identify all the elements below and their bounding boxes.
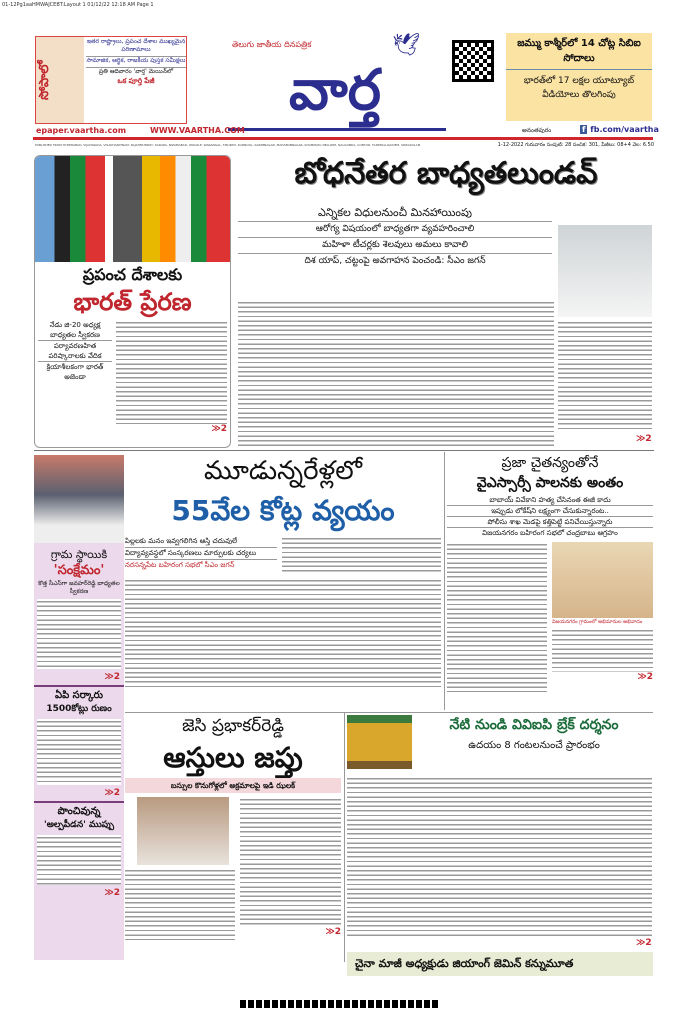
masthead-rule bbox=[33, 137, 653, 140]
loan-body bbox=[37, 719, 121, 785]
ttd-headline[interactable]: నేటి నుండి వివిఐపి బ్రేక్ దర్శనం bbox=[449, 717, 619, 733]
editions-list: PUBLISHED FROM HYDERABAD, VIJAYAWADA, VISAKHAPATNAM, RAJAHMUNDRY, KADAPA, NIZAMABAD, ONGOLE, WARANGAL, TIRUPATI, KURNOOL, KARIMNAGAR, MAHABUBNAGAR, KHAMMAM, NELLORE, NALGONDA, GUNTUR, TADEPALLIGUDEM, SRIKAKULAM bbox=[35, 143, 421, 147]
logo: వార్త bbox=[289, 58, 381, 123]
loan-head1: ఏపి సర్కారు bbox=[54, 690, 103, 701]
tdp-more-link[interactable]: ≫2 bbox=[637, 672, 653, 682]
registration-mark bbox=[240, 1000, 440, 1008]
ttd-sub: ఉదయం 8 గంటలనుంచే ప్రారంభం bbox=[468, 740, 600, 751]
china-bar[interactable] bbox=[347, 952, 653, 976]
tdp-sub: బాబాయ్ వివేకాని హత్య చేసినంత ఈజీ కాదు bbox=[447, 495, 653, 506]
loan-more-link[interactable]: ≫2 bbox=[104, 788, 120, 798]
lead-sub: ఎన్నికల విధులనుంచీ మినహాయింపు bbox=[238, 204, 552, 222]
facebook-icon: f bbox=[582, 125, 586, 134]
anemia-body bbox=[37, 835, 121, 885]
dateline: 1-12-2022 గురువారం సంపుటి: 28 సంచిక: 301, పేజీలు: 08+4 వెల: 6.50 bbox=[497, 142, 654, 148]
anemia-head2: 'అల్పపీడన' ముప్పు bbox=[43, 820, 115, 830]
g20-head1: ప్రపంచ దేశాలకు bbox=[82, 265, 183, 284]
lead-sub: దిశ యాప్, చట్టంపై అవగాహన పెంచండి: సీఎం జగన్ bbox=[304, 256, 486, 266]
jc-head2[interactable]: ఆస్తులు జప్తు bbox=[163, 741, 303, 774]
qr-code bbox=[452, 40, 494, 82]
jc-photo bbox=[137, 797, 229, 865]
g20-body bbox=[116, 320, 227, 424]
tdp-sub: ఇప్పుడు లోకేష్‌ని లక్ష్యంగా చేసుకున్నారంట.. bbox=[447, 506, 653, 517]
lead-sub: మహిళా టీచర్లకు శెలవులు అమలు కావాలి bbox=[238, 238, 552, 254]
promo-line: సామాజిక, ఆర్థిక, రాజకీయ పుస్తక సమీక్షలు bbox=[86, 57, 186, 64]
jc-head1[interactable]: జెసి ప్రభాకర్‌రెడ్డి bbox=[182, 716, 284, 736]
epaper-link[interactable]: epaper.vaartha.com bbox=[36, 126, 127, 135]
facebook-link[interactable] bbox=[580, 125, 659, 134]
sankshemam-head2: 'సంక్షేమం' bbox=[53, 563, 105, 578]
edu-body-top bbox=[282, 536, 441, 574]
ttd-body bbox=[347, 776, 652, 936]
tagline: తెలుగు జాతీయ దినపత్రిక bbox=[232, 40, 312, 49]
g20-sub: క్రియాశీలకంగా భారత్ అజెండా bbox=[38, 361, 112, 382]
lead-body bbox=[238, 300, 554, 446]
sankshemam-more-link[interactable]: ≫2 bbox=[104, 672, 120, 682]
jc-body-2 bbox=[240, 797, 341, 927]
promo-highlight: ఒక పూర్తి పేజీ bbox=[117, 77, 155, 85]
loan-head2: 1500కోట్లు రుణం bbox=[46, 704, 112, 714]
left-column bbox=[34, 455, 124, 960]
sankshemam-head1: గ్రామ స్థాయికి bbox=[50, 548, 108, 561]
jc-sub: బస్సుల కొనుగోళ్లలో అక్రమాలపై ఇడి ఝలక్ bbox=[125, 778, 341, 793]
ttd-more-link[interactable]: ≫2 bbox=[636, 938, 652, 948]
temple-photo bbox=[347, 715, 412, 769]
g20-photo bbox=[35, 156, 230, 262]
edu-body bbox=[125, 578, 441, 690]
edition-city: అనంతపురం bbox=[522, 127, 552, 134]
tdp-sub: పోలీసు శాఖ మెడపై కత్తిపెట్టి పనిచేయిస్తున్నారు bbox=[447, 517, 653, 528]
jc-body bbox=[125, 868, 235, 940]
print-slug: 01-12Pg1aaHMWAJCEBT:Layout 1 01/12/22 12:18 AM Page 1 bbox=[2, 2, 154, 8]
tdp-body-2 bbox=[552, 628, 653, 672]
sankshemam-body bbox=[37, 599, 121, 669]
g20-sub: నేడు జి-20 అధ్యక్ష బాధ్యతల స్వీకరణ bbox=[49, 321, 101, 339]
tdp-head2[interactable]: వైఎస్సార్సీ పాలనకు అంతం bbox=[476, 475, 624, 491]
cm-photo bbox=[558, 225, 652, 317]
edu-head1[interactable]: మూడున్నరేళ్లలో bbox=[203, 456, 363, 486]
lead-more-link[interactable]: ≫2 bbox=[636, 434, 652, 444]
anemia-more-link[interactable]: ≫2 bbox=[104, 888, 120, 898]
edu-sub: విద్యావ్యవస్థలో సంస్కరణలు మార్పులకు చర్యలు bbox=[125, 548, 277, 560]
promo-box bbox=[35, 36, 187, 124]
edu-head2[interactable]: 55వేల కోట్ల వ్యయం bbox=[171, 494, 395, 527]
tdp-body bbox=[447, 542, 547, 692]
section-divider bbox=[34, 450, 654, 451]
promo-line: ప్రతి ఆదివారం 'వార్త' మెయిన్‌లో bbox=[86, 67, 186, 76]
teaser-bottom[interactable]: భారత్‌లో 17 లక్షల యూట్యూబ్ వీడియోలు తొలగింపు bbox=[523, 76, 635, 100]
dove-icon: 🕊 bbox=[392, 33, 420, 58]
tdp-head1[interactable]: ప్రజా చైతన్యంతోనే bbox=[501, 455, 599, 471]
g20-sub: పర్యావరణహిత పరిష్కారాలకు వేదిక bbox=[38, 340, 112, 361]
logo-underline bbox=[228, 128, 446, 131]
tdp-caption: విజయనగరం గ్రామంలో అభిమానుల అభివాదం bbox=[552, 619, 643, 625]
chandrababu-photo bbox=[552, 542, 653, 618]
edu-sub: నరసన్నపేట బహిరంగ సభలో సీఎం జగన్ bbox=[125, 561, 235, 569]
g20-more-link[interactable]: ≫2 bbox=[211, 424, 227, 434]
lead-sub: ఆరోగ్య విషయంలో బాధ్యతగా వ్యవహరించాలి bbox=[238, 222, 552, 238]
website-link[interactable]: WWW.VAARTHA.COM bbox=[150, 126, 245, 135]
g20-story[interactable] bbox=[34, 155, 231, 448]
teaser-top[interactable]: జమ్ము కాశ్మీర్‌లో 14 చోట్ల సిబిఐ సోదాలు bbox=[506, 33, 652, 70]
cs-photo bbox=[34, 455, 124, 543]
facebook-text: fb.com/vaartha bbox=[590, 125, 659, 134]
sankshemam-sub: కొత్త సీఎస్‌గా జవహర్‌రెడ్డి బాధ్యతల స్వీకరణ bbox=[38, 580, 120, 595]
g20-head2: భారత్ ప్రేరణ bbox=[73, 288, 192, 316]
lead-headline[interactable]: బోధనేతర బాధ్యతలుండవ్ bbox=[294, 156, 598, 191]
jc-more-link[interactable]: ≫2 bbox=[325, 927, 341, 937]
teaser-box bbox=[506, 33, 652, 121]
tdp-sub: విజయనగరం బహిరంగ సభలో చంద్రబాబు ఆగ్రహం bbox=[482, 529, 618, 537]
china-headline: చైనా మాజీ అధ్యక్షుడు జియాంగ్ జెమిన్ కన్నుమూత bbox=[355, 957, 574, 970]
lead-body-right bbox=[558, 320, 652, 430]
promo-line: ఇతర రాష్ట్రాలు, ప్రపంచ దేశాల ముఖ్యమైన పరిణామాలు bbox=[86, 38, 186, 53]
promo-brand: సోపాలో bbox=[36, 37, 84, 123]
anemia-head1: పొంచివున్న bbox=[57, 806, 101, 817]
edu-sub: పిల్లలకు మనం ఇవ్వగలిగిన ఆస్తి చదువులే bbox=[125, 536, 277, 548]
